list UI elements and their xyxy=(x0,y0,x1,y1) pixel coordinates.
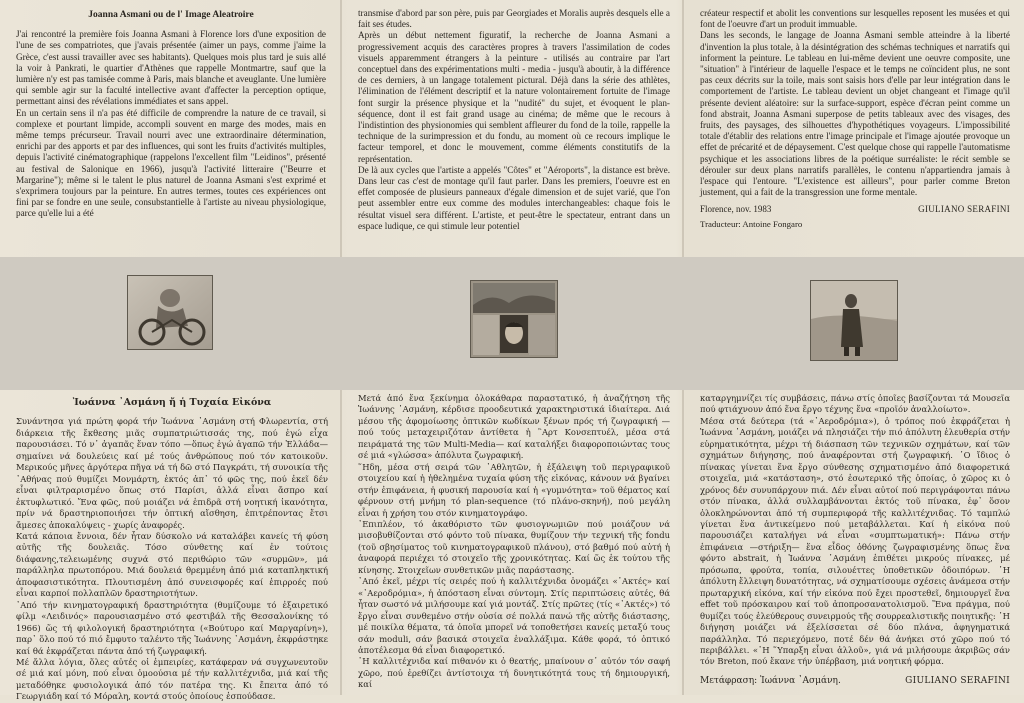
paragraph: De là aux cycles que l'artiste a appelés "Côtes" et "Aéroports", la distance est brève. Dans leur cas c'est de montage qu'il faut parler. Dans les premiers, l'oeuvre est en effet composée de plusieurs panneaux d'égale dimension et de sujet varié, que l'on peut assembler entre eux comme des modules interchangeables: chaque fois le résultat visuel sera différent. L'artiste, et peut-être le spectateur, entrant dans un espace ludique, ce qui stimule leur potentiel xyxy=(358,164,670,231)
paragraph: ᾿Από ἐκεῖ, μέχρι τίς σειρές πού ἡ καλλιτέχνιδα ὀνομάζει «᾿Ακτές» καί «᾿Αεροδρόμια», ἡ ἀπόσταση εἶναι σύντομη. Στίς περιπτώσεις αὐτές, θά ἦταν σωστό νά μιλήσουμε καί γιά μοντάζ. Στίς πρῶτες (τίς «᾿Ακτές») τό ἔργο εἶναι συνθεμένο στήν οὐσία σέ πολλά πανώ τῆς αὐτῆς διάστασης, μέ ποικίλα θέματα, τά ὁποῖα μπορεῖ νά τοποθετήσει κανείς μεταξύ τους σάν moduli, σάν βασικά στοιχεῖα ἐναλλάξιμα. Κάθε φορά, τό ὀπτικό ἀποτέλεσμα θά εἶναι διαφορετικό. xyxy=(358,576,670,655)
greek-author-name: GIULIANO SERAFINI xyxy=(905,675,1010,686)
paragraph: Dans les seconds, le langage de Joanna Asmani semble atteindre à la liberté d'invention la plus totale, à la désintégration des schémas techniques et narratifs qui informent la peinture. Le tableau en lui-même devient une oeuvre composite, une "situation" à l'intérieur de laquelle l'espace et le temps ne coïncident plus, ne sont pas ceux décrits sur la toile, mais sont saisis hors d'elle par leur intégration dans le comportement de l'artiste. Le tableau devient un objet changeant et l'image qu'il présente devient aléatoire: sur la surface-support, espèce d'écran peint comme un fond abstrait, Joanna Asmani superpose de petits tableaux avec des visages, des fruits, des paysages, des silhouettes d'hypothétiques voyageurs. L'impossibilité totale d'établir des relations entre l'image principale et l'image ajoutée provoque un effet de précarité et de dépaysement. C'est quelque chose qui rappelle l'automatisme psychique et les associations libres de la poétique surréaliste: le récit semble se dérouler sur deux plans narratifs parallèles, le contenu n'appartiendra jamais à l'espace qui l'entoure. "L'existence est ailleurs", pour parler comme Breton justement, qui a fait de la transgression une forme mentale. xyxy=(700,30,1010,198)
translator-credit: Traducteur: Antoine Fongaro xyxy=(700,218,803,229)
greek-translator-credit: Μετάφραση: Ἰωάννα ᾿Ασμάνη. xyxy=(700,675,841,686)
french-title: Joanna Asmani ou de l' Image Aleatroire xyxy=(88,10,254,20)
paragraph: ῾Η καλλιτέχνιδα καί πιθανόν κι ὁ θεατής, μπαίνουν σ᾿ αὐτόν τόν σαφή χῶρο, πού ἐρεθίζει ἀντίστοιχα τή δυνητικότητά τους τή δημιουργική, καί xyxy=(358,656,670,690)
greek-signature-line xyxy=(700,676,1010,687)
paragraph: ᾿Επιπλέον, τό ἀκαθόριστο τῶν φυσιογνωμιῶν πού μοιάζουν νά μισοβυθίζονται στό φόντο τοῦ πίνακα, θυμίζουν τήν τεχνική τῆς fondu (τοῦ σβησίματος τοῦ κινηματογραφικοῦ πλάνου), στό βαθμό πού αὐτή ἡ ἀναφορά περιέχει τό στοιχεῖο τῆς χρονικότητας. Καί ὥς ἐκ τούτου τῆς κίνησης. Στοιχεῖων συνθετικῶν μιᾶς παράστασης. xyxy=(358,518,670,575)
paragraph: créateur respectif et abolit les conventions sur lesquelles reposent les musées et qui font de l'oeuvre d'art un produit immuable. xyxy=(700,8,1010,30)
paragraph: Μετά ἀπό ἕνα ξεκίνημα ὁλοκάθαρα παραστατικό, ἡ ἀναζήτηση τῆς Ἰωάννης ᾿Ασμάνη, κέρδισε προοδευτικά χαρακτηριστικά ἰδιαίτερα. Διά μέσου τῆς ἀφομοίωσης ὀπτικῶν κωδίκων ξένων πρός τή ζωγραφική — πού τούς μεταχειριζόταν ἀντίθετα ἡ ῍Αρτ Κονσεπτυέλ, μέσα στά πειράματά της τῶν Multi-Media— καί καταλήξει διαφοροποιώντας τους σέ μιά «γλώσσα» ἀπόλυτα ζωγραφική. xyxy=(358,393,670,461)
artwork-photo-traveler xyxy=(810,280,898,361)
french-column-2 xyxy=(358,8,670,255)
paragraph: καταργημνίζει τίς συμβάσεις, πάνω στίς ὁποῖες βασίζονται τά Μουσεῖα πού φτιάχνουν ἀπό ἕνα ἔργο τέχνης ἕνα «προϊόν ἀναλλοίωτο». xyxy=(700,393,1010,415)
greek-column-1 xyxy=(16,397,328,702)
paragraph: transmise d'abord par son père, puis par Georgiades et Moralis auprès desquels elle a fait ses études. xyxy=(358,8,670,30)
place-date: Florence, nov. 1983 xyxy=(700,204,772,215)
paragraph: ᾿Από τήν κινηματογραφική δραστηριότητα (θυμίζουμε τό ἐξαιρετικό φίλμ «Λειδινός» παρουσιασμένο στό φεστιβάλ τῆς Θεσσαλονίκης τό 1966) ὥς τή φιλολογική δραστηριότητα («Βούτυρο καί Μαργαρίνη»), παρ᾿ ὅλο πού τό πιό ἔμφυτο ταλέντο τῆς Ἰωάννης ᾿Ασμάνη, ἐκφράστηκε καί θά ἐκφράζεται πάντα ἀπό τή ζωγραφική. xyxy=(16,599,328,656)
paragraph: Μέσα στά δεύτερα (τά «᾿Αεροδρόμια»), ὁ τρόπος πού ἐκφράζεται ἡ Ἰωάννα ᾿Ασμάνη, μοιάζει νά πλησιάζει τήν πιό ἀπόλυτη ἐλευθερία στήν εὑρηματικότητα, μέχρι τή διάσπαση τῶν τεχνικῶν σχημάτων, καί τῶν σχημάτων διήγησης, πού ἀναφέρονται στή ζωγραφική. ῾Ο ἴδιος ὁ πίνακας γίνεται ἕνα ἔργο σύνθεσης σχηματισμένο ἀπό διαφορετικά στοιχεῖα, μιά «κατάσταση», στό ἐσωτερικό τῆς ὁποίας, ὁ χῶρος κι ὁ χρόνος δέν συνυπάρχουν πιά. Δέν εἶναι αὐτοί πού περιγράφονται πάνω στόν πίνακα, ἀλλά συλλαμβάνονται ἐκτός τοῦ πίνακα, ἐφ᾿ ὅσον ὁλοκληρώνονται ἀπό τή συμπεριφορά τῆς καλλιτέχνιδας. Τό ταμπλώ γίνεται ἕνα ἀντικείμενο πού μεταβάλλεται. Καί ἡ εἰκόνα πού παρουσιάζει καταλήγει νά εἶναι «συμπτωματική»: Πάνω στήν ἐπιφάνεια —στήριξη— ἕνα εἶδος ὀθόνης ζωγραφισμένης ὅπως ἕνα φόντο abstrait, ἡ Ἰωάννα ᾿Ασμάνη ἐπιθέτει μικρούς πίνακες, μέ πρόσωπα, φρούτα, τοπία, σιλουέττες ὑποθετικῶν ὁδοιπόρων. ῾Η ἀπόλυτη ἔλλειψη δυνατότητας, νά σχηματίσουμε σχέσεις ἀνάμεσα στήν πρωταρχική εἰκόνα, καί τήν εἰκόνα πού ἔχει προστεθεῖ, δημιουργεῖ ἕνα effet τοῦ πρόσκαιρου καί τοῦ ἀποπροσανατολισμοῦ. Ἕνα πράγμα, πού θυμίζει τούς ἐλεύθερους συνειρμούς τῆς σουρρεαλιστικῆς ποιητικῆς: ῾Η διήγηση μοιάζει νά ἐξελίσσεται σέ δύο πλάνα, ἀφηγηματικά παράλληλα. Τό περιεχόμενο, ποτέ δέν θά ἀνήκει στό χῶρο πού τό περιβάλλει. «῾Η ῞Υπαρξη εἶναι ἀλλοῦ», γιά νά μιλήσουμε ἀκριβῶς σάν τόν Breton, πού ἔκανε τήν ὑπέρβαση, μιά νοητική φόρμα. xyxy=(700,415,1010,667)
paragraph: Συνάντησα γιά πρώτη φορά τήν Ἰωάννα ᾿Ασμάνη στή Φλωρεντία, στή διάρκεια τῆς ἔκθεσης μιᾶς συμπατριώτισσάς της, πού ἐγώ εἶχα παρουσιάσει. Τό ν᾿ ἀγαπᾶς ἕναν τόπο —ὅπως ἐγώ ἀγαπῶ τήν Ἑλλάδα— σημαίνει νά δουλεύεις καί μέ τούς ἀνθρώπους πού τόν κατοικοῦν. Μερικούς μῆνες ἀργότερα πῆγα νά τή δῶ στό Παγκράτι, τή συνοικία τῆς ᾿Αθήνας πού θυμίζει Μονμάρτη, ἐκτός ἀπ᾿ τό φῶς της, πού ἐκεῖ δέν εἶναι φιλτραρισμένο ὅπως στό Παρίσι, ἀλλά εἶναι ἄσπρο καί ἐκτυφλωτικό. Ἕνα φῶς, πού μοιάζει νά ἐπιδρᾶ στή νοητική ἱκανότητα, πρίν νά δραστηριοποιήσει τήν ὀπτική αἴσθηση, ἐπιτρέποντας ἔτσι ἄμεσες ἀποκαλύψεις - χωρίς ἀναφορές. xyxy=(16,416,328,530)
paragraph: J'ai rencontré la première fois Joanna Asmani à Florence lors d'une exposition de l'une de ses compatriotes, que j'avais présentée (aimer un pays, comme j'aime la Grèce, c'est aussi travailler avec ses habitants). Quelques mois plus tard je suis allé la voir à Pankrati, le quartier d'Athènes que rappelle Montmartre, sauf que la lumière n'y est pas tamisée comme à Paris, mais blanche et aveuglante. Une lumière qui semble agir sur la faculté intellective avant d'affecter la perception optique, permettant ainsi des révélations immédiates et sans appel. xyxy=(16,29,326,107)
paragraph: Après un début nettement figuratif, la recherche de Joanna Asmani a progressivement acquis des caractères propres à travers l'assimilation de codes visuels apparemment étrangers à la peinture - utilisés au contraire par l'art conceptuel dans des expérimentations multi - media - jusqu'à aboutir, à la différence de ces derniers, à un langage totalement pictural. Déjà dans la série des athlètes, l'élimination de l'élément descriptif et la nature volontairement fortuite de l'image font surgir la présence physique et la "nudité" du sujet, et évoquent le plan-séquence, dont il est fait grand usage au cinéma; de même que le recours à l'indistintion des physionomies qui semblent affleurer du fond de la toile, rappelle la technique de la surimpression et du fondu, au moment où ce recours implique le facteur temporel, et donc le mouvement, comme éléments constitutifs de la représentation. xyxy=(358,30,670,164)
french-column-1 xyxy=(16,10,326,255)
artwork-photo-portrait-collage xyxy=(470,280,558,358)
greek-title: Ἰωάννα ᾿Ασμάνη ἤ ἡ Τυχαία Εἰκόνα xyxy=(72,397,272,408)
paragraph: Κατά κάποια ἔννοια, δέν ἦταν δύσκολο νά καταλάβει κανείς τή φύση αὐτῆς τῆς δουλειᾶς. Τόσο σύνθετης καί ἐν τούτοις διάφανης,τελειωμένης συχνά στό περιθώριο τῶν «συρμῶν», μά παράλληλα πρωτοπόρου. Μιά δουλειά θρεμμένη ἀπό μιά καταπληκτική ἀποφασιστικότητα. Πλουτισμένη ἀπό συνεισφορές καί ἐπιρροές πού εἶναι καρποί πολλαπλῶν δραστηριοτήτων. xyxy=(16,530,328,599)
paragraph: En un certain sens il n'a pas été difficile de comprendre la nature de ce travail, si complexe et pourtant limpide, accompli souvent en marge des modes, mais en même temps précurseur. Travail nourri avec une extraordinaire détermination, enrichi par des apports et par des influences, qui sont les fruits d'activités multiples, depuis l'activité cinématographique (rappelons l'excellent film "Leidinos", présenté au festival de Salonique en 1966), jusqu'à l'activité litteraire ("Beurre et Margarine"); même si le talent le plus naturel de Joanna Asmani s'est exprimé et s'exprimera toujours par la peinture. En autres termes, toutes ces expériences ont fini par se fondre en une seule, consubstantielle à l'artiste au niveau physiologique, parce qu'elle lui a été xyxy=(16,107,326,219)
author-name: GIULIANO SERAFINI xyxy=(918,204,1010,215)
signature-line xyxy=(700,204,1010,215)
french-column-3 xyxy=(700,8,1010,255)
greek-column-2 xyxy=(358,393,670,695)
paragraph: Μέ ἄλλα λόγια, ὅλες αὐτές οἱ ἐμπειρίες, κατάφεραν νά συγχωνευτοῦν σέ μιά καί μόνη, πού εἶναι ὁμοούσια μέ τήν καλλιτέχνιδα, μιά καί τῆς μεταδόθηκε φυσιολογικά ἀπό τόν πατέρα της. Κι ἔπειτα ἀπό τό Γεωργιάδη καί τό Μόραλη, κοντά στούς ὁποίους ἐσπούδασε. xyxy=(16,656,328,702)
greek-column-3 xyxy=(700,393,1010,695)
paragraph: ῞Ηδη, μέσα στή σειρά τῶν ᾿Αθλητῶν, ἡ ἐξάλειψη τοῦ περιγραφικοῦ στοιχείου καί ἡ ἠθελημένα τυχαία φύση τῆς εἰκόνας, κάνουν νά βγαίνει στήν ἐπιφάνεια, ἡ φυσική παρουσία καί ἡ «γυμνότητα» τοῦ θέματος καί φέρνουν στή μνήμη τό plan-sequence (τό πλάνο-σκηνή), πού μεγάλη εἶναι ἡ χρήση του στόν κινηματογράφο. xyxy=(358,461,670,518)
artwork-photo-cyclist xyxy=(127,275,213,350)
